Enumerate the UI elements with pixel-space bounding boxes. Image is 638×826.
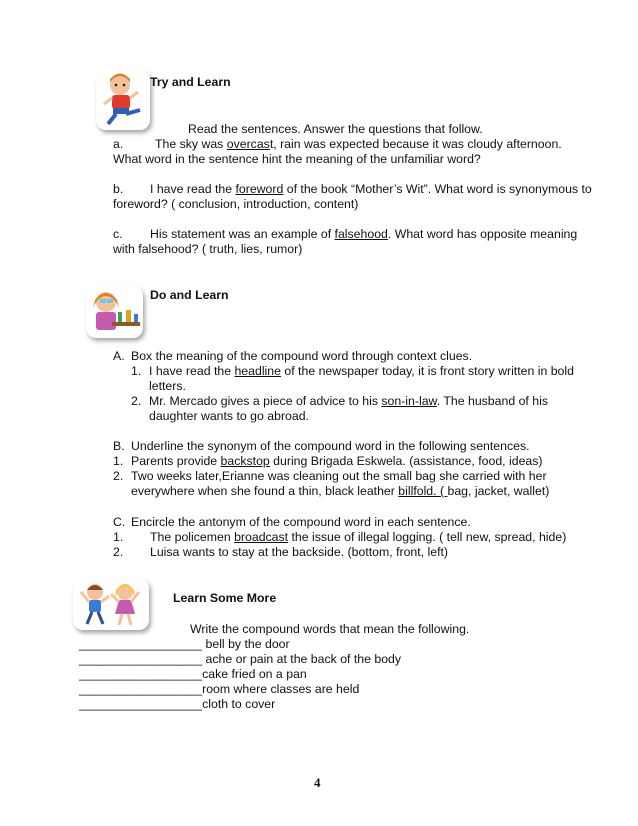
- page-number: 4: [314, 775, 321, 790]
- part-c-label: C.: [113, 515, 126, 529]
- item-b-line2: foreword? ( conclusion, introduction, content): [113, 197, 359, 211]
- section-title-learn-some-more: Learn Some More: [173, 591, 277, 605]
- part-a-item2-line1: Mr. Mercado gives a piece of advice to his son-in-law. The husband of his: [149, 394, 548, 408]
- part-a-item2-line2: daughter wants to go abroad.: [149, 409, 309, 423]
- part-c-item1-num: 1.: [113, 530, 124, 544]
- part-b-item2-num: 2.: [113, 469, 124, 483]
- part-b-item2-line2: everywhere when she found a thin, black leather billfold. ( bag, jacket, wallet): [131, 484, 550, 498]
- part-b-item2-line1: Two weeks later,Erianne was cleaning out the small bag she carried with her: [131, 469, 547, 483]
- item-c-line2: with falsehood? ( truth, lies, rumor): [113, 242, 303, 256]
- blank-line[interactable]: __________________: [79, 667, 203, 681]
- fill-row-1: __________________ bell by the door: [79, 637, 290, 651]
- part-b-text: Underline the synonym of the compound word in the following sentences.: [131, 439, 530, 453]
- section1-instruction: Read the sentences. Answer the questions that follow.: [188, 122, 483, 136]
- item-a-letter: a.: [113, 137, 124, 151]
- part-a-item1-num: 1.: [131, 364, 142, 378]
- item-a-line2: What word in the sentence hint the meaning of the unfamiliar word?: [113, 152, 481, 166]
- item-b-line1: I have read the foreword of the book “Mother’s Wit”. What word is synonymous to: [150, 182, 592, 196]
- kids-jumping-icon: [73, 578, 149, 630]
- part-c-item2-line1: Luisa wants to stay at the backside. (bottom, front, left): [150, 545, 449, 559]
- blank-line[interactable]: __________________: [79, 652, 203, 666]
- section-title-do-and-learn: Do and Learn: [150, 288, 229, 302]
- part-b-label: B.: [113, 439, 125, 453]
- item-b-letter: b.: [113, 182, 124, 196]
- item-a-word: overcas: [226, 137, 270, 151]
- blank-line[interactable]: __________________: [79, 637, 203, 651]
- item-c-word: falsehood: [334, 227, 388, 241]
- part-c-text: Encircle the antonym of the compound word in each sentence.: [131, 515, 471, 529]
- item-a-line1: The sky was overcast, rain was expected because it was cloudy afternoon.: [155, 137, 562, 151]
- fill-row-4: __________________room where classes are held: [79, 682, 360, 696]
- item-c-letter: c.: [113, 227, 123, 241]
- part-c-item1-line1: The policemen broadcast the issue of illegal logging. ( tell new, spread, hide): [150, 530, 567, 544]
- part-b-item1-num: 1.: [113, 454, 124, 468]
- part-a-label: A.: [113, 349, 125, 363]
- item-c-line1: His statement was an example of falsehood. What word has opposite meaning: [150, 227, 578, 241]
- girl-science-icon: [86, 286, 143, 338]
- part-c-item2-num: 2.: [113, 545, 124, 559]
- part-a-text: Box the meaning of the compound word through context clues.: [131, 349, 473, 363]
- fill-row-3: __________________cake fried on a pan: [79, 667, 307, 681]
- blank-line[interactable]: __________________: [79, 697, 203, 711]
- part-a-item1-line1: I have read the headline of the newspaper today, it is front story written in bold: [149, 364, 574, 378]
- part-a-item2-num: 2.: [131, 394, 142, 408]
- part-b-item1-line1: Parents provide backstop during Brigada Eskwela. (assistance, food, ideas): [131, 454, 543, 468]
- boy-kicking-icon: [96, 70, 150, 130]
- blank-line[interactable]: __________________: [79, 682, 203, 696]
- section3-instruction: Write the compound words that mean the following.: [190, 622, 470, 636]
- part-a-item1-line2: letters.: [149, 379, 186, 393]
- fill-row-5: __________________cloth to cover: [79, 697, 276, 711]
- fill-row-2: __________________ ache or pain at the back of the body: [79, 652, 402, 666]
- item-b-word: foreword: [235, 182, 284, 196]
- section-title-try-and-learn: Try and Learn: [150, 75, 231, 89]
